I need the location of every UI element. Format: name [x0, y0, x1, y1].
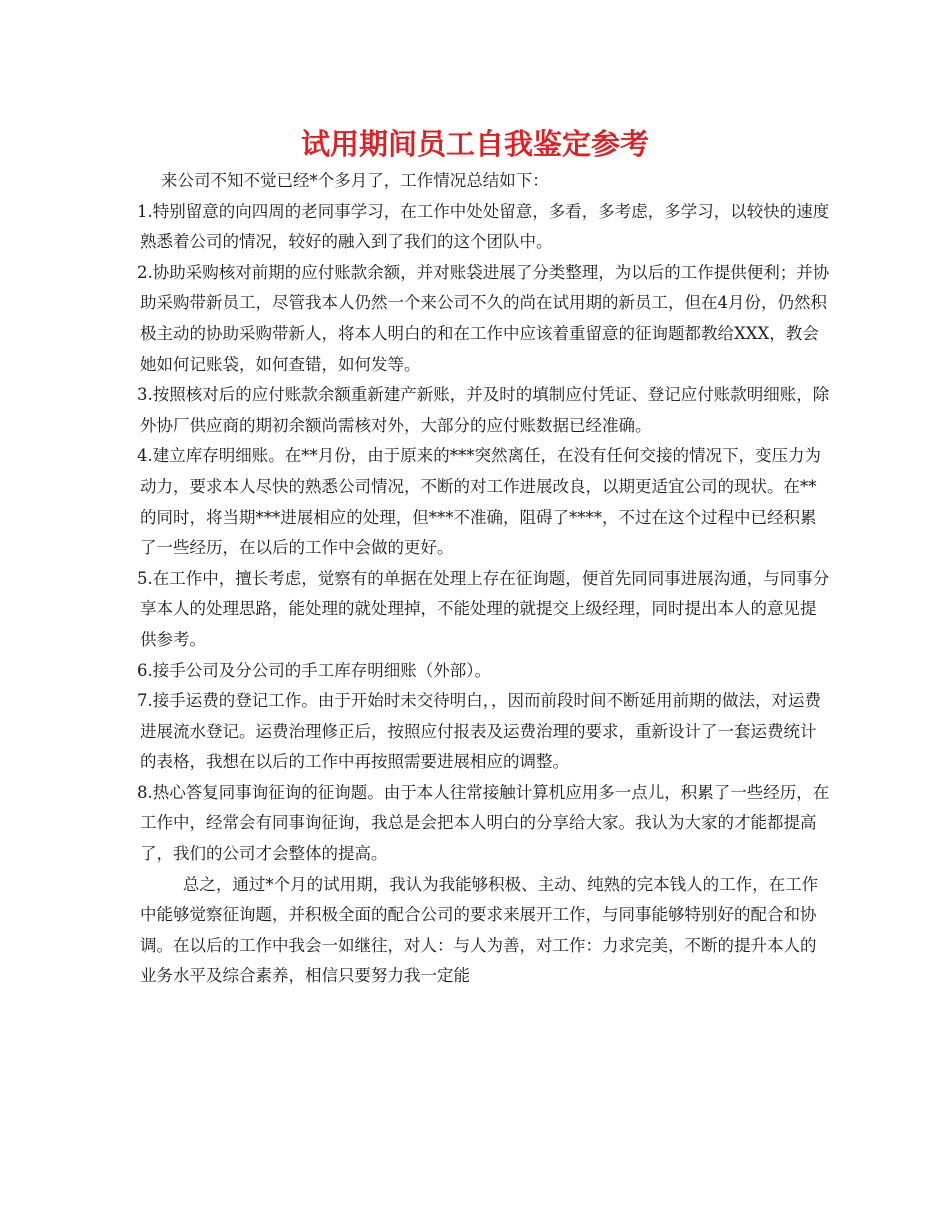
- item-text: 在工作中，擅长考虑，觉察有的单据在处理上存在征询题，便首先同同事进展沟通，与同事分享本人的处理思路，能处理的就处理掉，不能处理的就提交上级经理，同时提出本人的意见提供参考。: [140, 568, 830, 649]
- item-number: 8.: [137, 782, 153, 802]
- item-number: 3.: [137, 385, 153, 405]
- item-number: 7.: [137, 691, 153, 711]
- summary-paragraph: 总之，通过*个月的试用期，我认为我能够积极、主动、纯熟的完本钱人的工作，在工作中能够觉察征询题，并积极全面的配合公司的要求来展开工作，与同事能够特别好的配合和协调。在以后的工作中我会一如继往，对人：与人为善，对工作：力求完美，不断的提升本人的业务水平及综合素养，相信只要努力我一定能: [140, 874, 819, 986]
- item-text: 建立库存明细账。在**月份，由于原来的***突然离任，在没有任何交接的情况下，变压力为动力，要求本人尽快的熟悉公司情况，不断的对工作进展改良，以期更适宜公司的现状。在**的同时，将当期***进展相应的处理，但***不准确，阻碍了****，不过在这个过程中已经积累了一些经历，在以后的工作中会做的更好。: [140, 446, 821, 558]
- item-number: 5.: [137, 568, 153, 588]
- list-item: [137, 686, 830, 778]
- list-item: [137, 564, 830, 656]
- item-number: 4.: [137, 446, 153, 466]
- item-text: 协助采购核对前期的应付账款余额，并对账袋进展了分类整理，为以后的工作提供便利；并协助采购带新员工，尽管我本人仍然一个来公司不久的尚在试用期的新员工，但在4月份，仍然积极主动的协助采购带新人，将本人明白的和在工作中应该着重留意的征询题都教给XXX，教会她如何记账袋，如何查错，如何发等。: [140, 262, 830, 374]
- document-body: [137, 166, 830, 992]
- document-title: 试用期间员工自我鉴定参考: [300, 127, 649, 161]
- item-text: 接手运费的登记工作。由于开始时未交待明白，，因而前段时间不断延用前期的做法，对运费进展流水登记。运费治理修正后，按照应付报表及运费治理的要求，重新设计了一套运费统计的表格，我想在以后的工作中再按照需要进展相应的调整。: [140, 691, 821, 772]
- item-text: 特别留意的向四周的老同事学习，在工作中处处留意，多看，多考虑，多学习，以较快的速度熟悉着公司的情况，较好的融入到了我们的这个团队中。: [140, 201, 830, 252]
- list-item: [137, 656, 830, 687]
- item-text: 按照核对后的应付账款余额重新建产新账，并及时的填制应付凭证、登记应付账款明细账，除外协厂供应商的期初余额尚需核对外，大部分的应付账数据已经准确。: [140, 385, 830, 435]
- item-text: 接手公司及分公司的手工库存明细账（外部）。: [152, 660, 491, 680]
- item-number: 2.: [137, 262, 153, 282]
- list-item: [137, 778, 830, 870]
- list-item: [137, 197, 830, 258]
- list-item: [137, 258, 830, 380]
- item-number: 1.: [137, 201, 153, 221]
- item-number: 6.: [137, 660, 153, 680]
- list-item: [137, 380, 830, 441]
- item-text: 热心答复同事询征询的征询题。由于本人往常接触计算机应用多一点儿，积累了一些经历，在工作中，经常会有同事询征询，我总是会把本人明白的分享给大家。我认为大家的才能都提高了，我们的公司才会整体的提高。: [140, 782, 830, 864]
- list-item: [137, 441, 830, 563]
- intro-paragraph: 来公司不知不觉已经*个多月了，工作情况总结如下：: [161, 171, 549, 190]
